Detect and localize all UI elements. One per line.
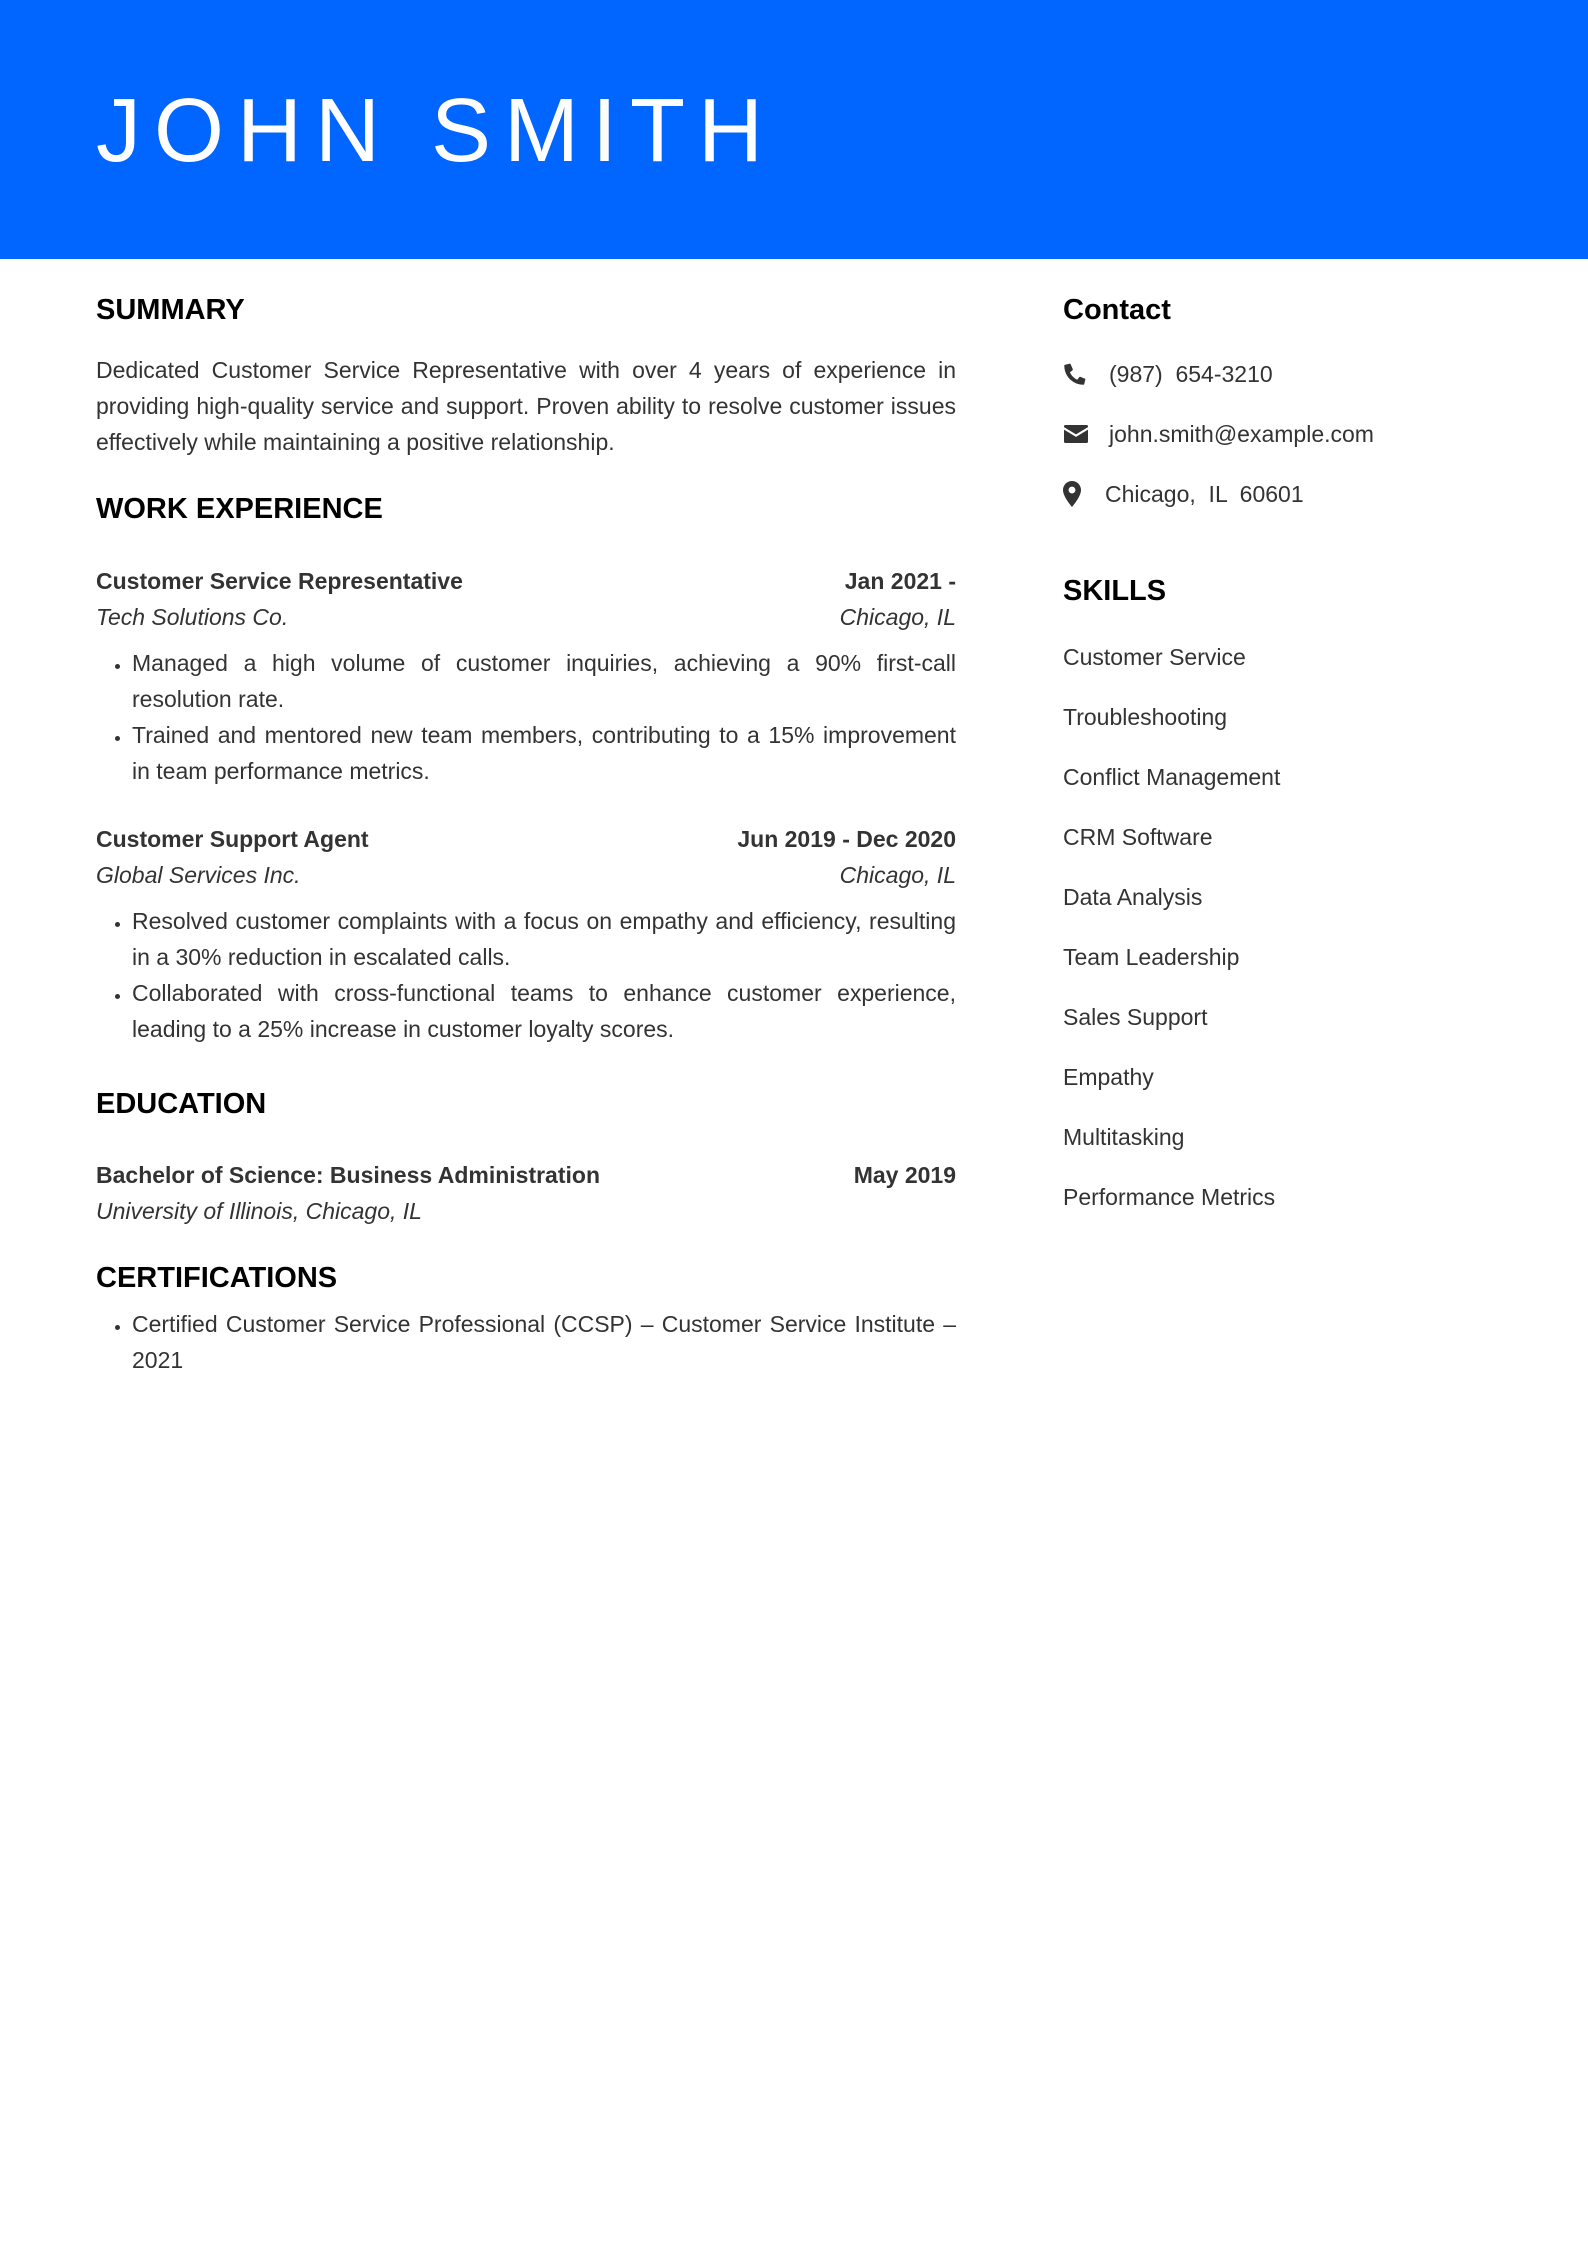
certification-item: • Certified Customer Service Professional (CCSP) – Customer Service Institute – 2021 <box>132 1306 956 1378</box>
skill-item: Customer Service <box>1063 643 1246 670</box>
job-bullet: • Resolved customer complaints with a focus on empathy and efficiency, resulting in a 30% reduction in escalated calls. <box>132 903 956 975</box>
phone-icon <box>1063 361 1089 387</box>
skill-item: Team Leadership <box>1063 943 1240 970</box>
school: University of Illinois, Chicago, IL <box>96 1198 422 1225</box>
summary-heading: SUMMARY <box>96 294 245 326</box>
sidebar <box>1063 259 1503 1239</box>
job-dates: Jun 2019 - Dec 2020 <box>737 825 956 852</box>
contact-list <box>1063 356 1503 512</box>
job-bullets <box>96 903 956 1047</box>
degree: Bachelor of Science: Business Administration <box>96 1162 600 1189</box>
envelope-icon <box>1063 421 1089 447</box>
certifications-heading: CERTIFICATIONS <box>96 1262 338 1295</box>
skills-heading: SKILLS <box>1063 574 1167 607</box>
work-experience-heading: WORK EXPERIENCE <box>96 492 383 525</box>
summary-text: Dedicated Customer Service Representative with over 4 years of experience in providing high-quality service and support. Proven ability to resolve customer issues effectively while maintaining a positive relationship. <box>96 356 956 455</box>
contact-email <box>1063 416 1503 452</box>
job-bullet: • Managed a high volume of customer inquiries, achieving a 90% first-call resolution rate. <box>132 645 956 717</box>
skill-item: Data Analysis <box>1063 883 1203 910</box>
job-bullet: • Trained and mentored new team members, contributing to a 15% improvement in team performance metrics. <box>132 717 956 789</box>
job-entry <box>96 821 956 1047</box>
contact-phone-text: (987) 654-3210 <box>1109 360 1273 387</box>
skill-item: Conflict Management <box>1063 763 1281 790</box>
header-banner <box>0 0 1588 259</box>
contact-phone <box>1063 356 1503 392</box>
skill-item: Sales Support <box>1063 1003 1208 1030</box>
skills-list <box>1063 639 1503 1215</box>
contact-heading: Contact <box>1063 294 1171 326</box>
job-location: Chicago, IL <box>839 861 956 888</box>
job-bullets <box>96 645 956 789</box>
certifications-list <box>96 1306 956 1378</box>
education-entry <box>96 1157 956 1229</box>
skill-item: CRM Software <box>1063 823 1213 850</box>
job-dates: Jan 2021 - <box>844 567 956 594</box>
job-company: Global Services Inc. <box>96 861 301 888</box>
job-role: Customer Support Agent <box>96 825 369 852</box>
skill-item: Performance Metrics <box>1063 1183 1276 1210</box>
contact-location <box>1063 476 1503 512</box>
graduation-date: May 2019 <box>853 1162 956 1189</box>
job-entry <box>96 563 956 789</box>
job-role: Customer Service Representative <box>96 567 463 594</box>
job-bullet: • Collaborated with cross-functional teams to enhance customer experience, leading to a 25% increase in customer loyalty scores. <box>132 975 956 1047</box>
contact-location-text: Chicago, IL 60601 <box>1105 480 1304 507</box>
map-pin-icon <box>1063 481 1083 507</box>
skill-item: Troubleshooting <box>1063 703 1228 730</box>
education-heading: EDUCATION <box>96 1087 267 1120</box>
job-company: Tech Solutions Co. <box>96 603 289 630</box>
job-location: Chicago, IL <box>839 603 956 630</box>
skill-item: Empathy <box>1063 1063 1154 1090</box>
contact-email-text[interactable]: john.smith@example.com <box>1109 420 1374 447</box>
candidate-name: JOHN SMITH <box>96 81 776 181</box>
main-column <box>96 259 956 1378</box>
skill-item: Multitasking <box>1063 1123 1185 1150</box>
